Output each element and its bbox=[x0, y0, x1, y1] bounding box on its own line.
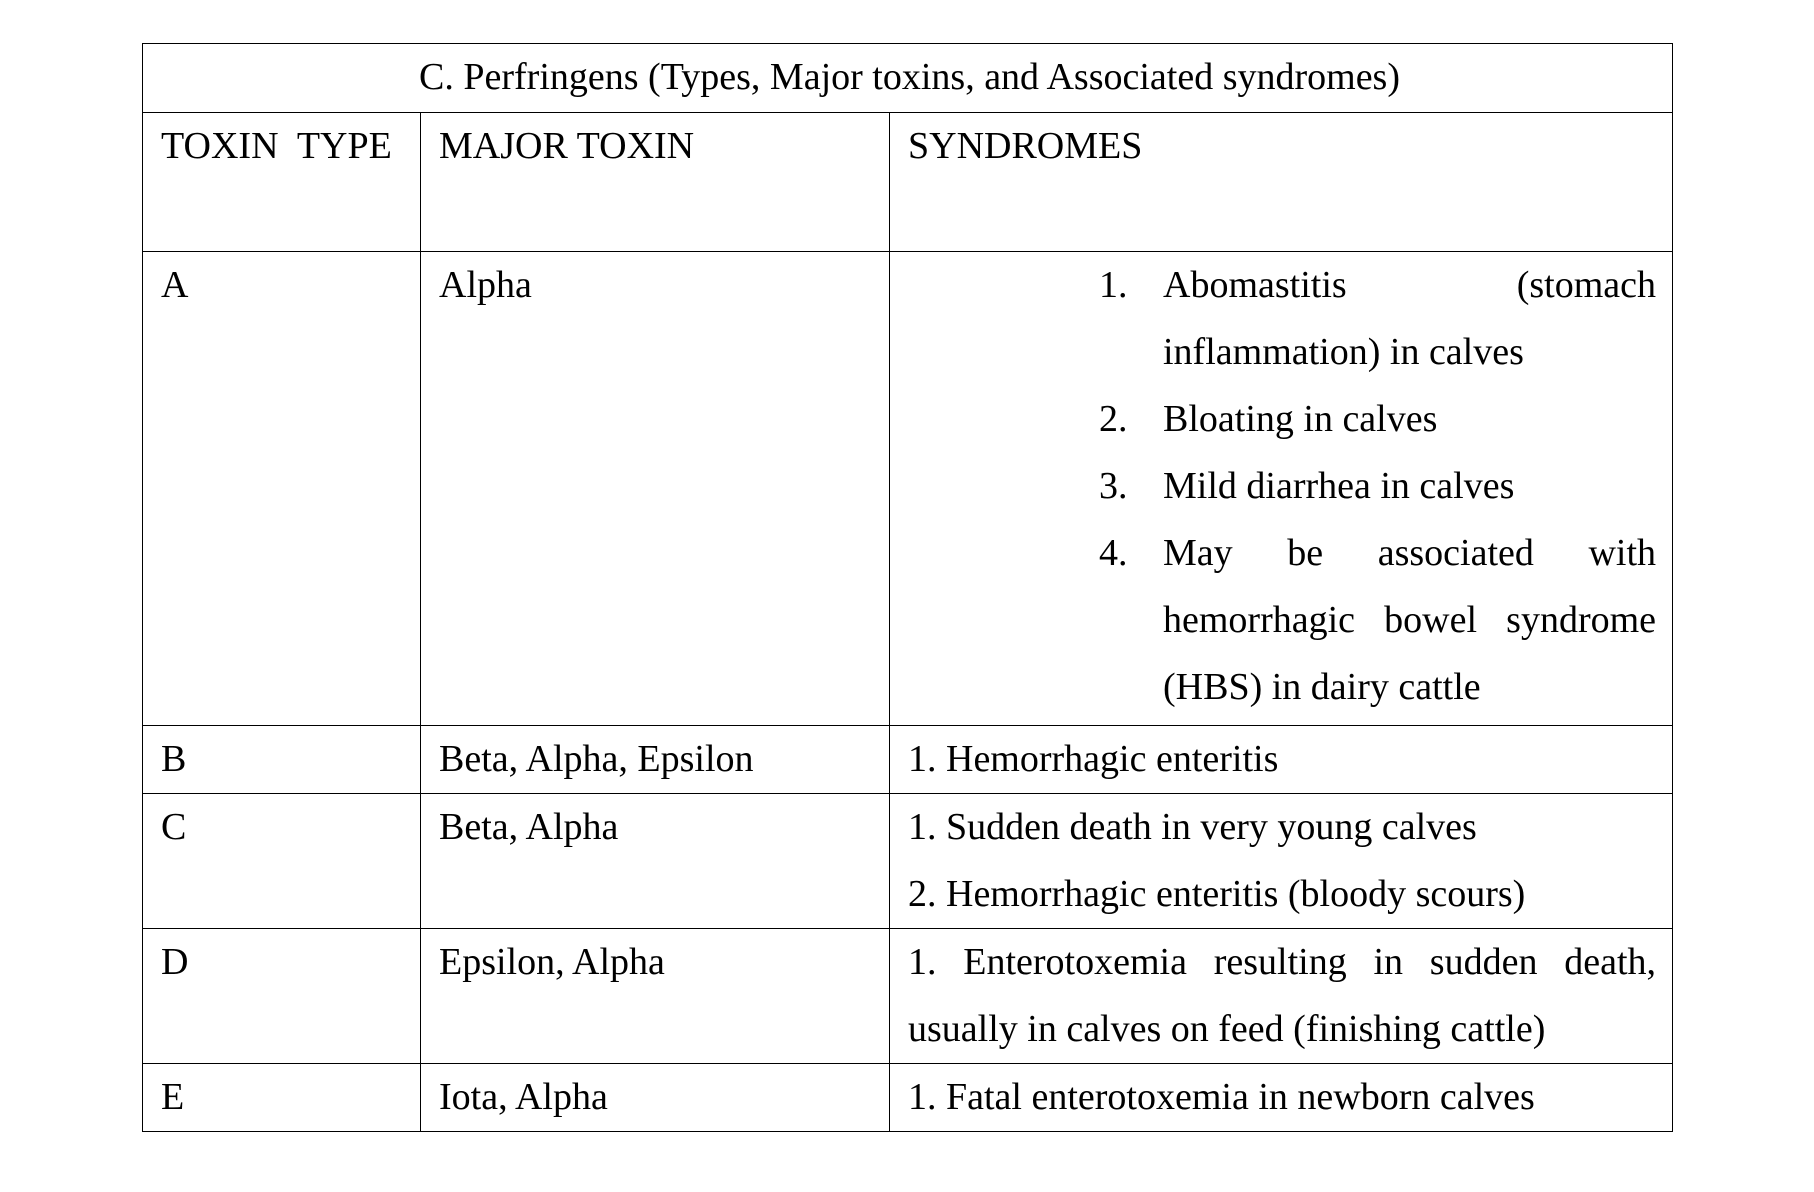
cell-type: C bbox=[143, 794, 421, 929]
cell-type: E bbox=[143, 1064, 421, 1132]
header-major-toxin: MAJOR TOXIN bbox=[421, 113, 890, 252]
cell-syndromes bbox=[890, 929, 1673, 1064]
syndrome-line: 1. Fatal enterotoxemia in newborn calves bbox=[908, 1076, 1535, 1118]
cell-toxin: Beta, Alpha, Epsilon bbox=[421, 726, 890, 794]
cell-type: B bbox=[143, 726, 421, 794]
header-toxin-type: TOXIN TYPE bbox=[143, 113, 421, 252]
syndrome-line: 1. Hemorrhagic enteritis bbox=[908, 738, 1279, 780]
syndrome-line: 1. Sudden death in very young calves bbox=[908, 806, 1477, 848]
syndrome-item: 2. Bloating in calves bbox=[1099, 398, 1438, 440]
toxin-table bbox=[142, 43, 1673, 1132]
syndrome-line: 1. Enterotoxemia resulting in sudden death, usually in calves on feed (finishing cattle) bbox=[908, 941, 1657, 1050]
table-row-c bbox=[143, 794, 1673, 929]
syndrome-item: 3. Mild diarrhea in calves bbox=[1099, 465, 1515, 507]
header-row bbox=[143, 113, 1673, 252]
cell-toxin: Iota, Alpha bbox=[421, 1064, 890, 1132]
table-title: C. Perfringens (Types, Major toxins, and Associated syndromes) bbox=[143, 44, 1673, 113]
cell-syndromes bbox=[890, 794, 1673, 929]
cell-type: D bbox=[143, 929, 421, 1064]
syndrome-item: 4. May be associated with hemorrhagic bowel syndrome (HBS) in dairy cattle bbox=[1099, 532, 1657, 708]
cell-syndromes bbox=[890, 252, 1673, 726]
table-row-b bbox=[143, 726, 1673, 794]
table-row-a bbox=[143, 252, 1673, 726]
cell-toxin: Beta, Alpha bbox=[421, 794, 890, 929]
syndrome-line: 2. Hemorrhagic enteritis (bloody scours) bbox=[908, 873, 1526, 915]
cell-toxin: Alpha bbox=[421, 252, 890, 726]
table-row-d bbox=[143, 929, 1673, 1064]
cell-type: A bbox=[143, 252, 421, 726]
cell-syndromes bbox=[890, 726, 1673, 794]
title-row bbox=[143, 44, 1673, 113]
syndrome-list bbox=[908, 252, 1656, 721]
syndrome-item: 1. Abomastitis (stomach inflammation) in calves bbox=[1099, 264, 1657, 373]
header-syndromes: SYNDROMES bbox=[890, 113, 1673, 252]
cell-toxin: Epsilon, Alpha bbox=[421, 929, 890, 1064]
table-row-e bbox=[143, 1064, 1673, 1132]
cell-syndromes bbox=[890, 1064, 1673, 1132]
